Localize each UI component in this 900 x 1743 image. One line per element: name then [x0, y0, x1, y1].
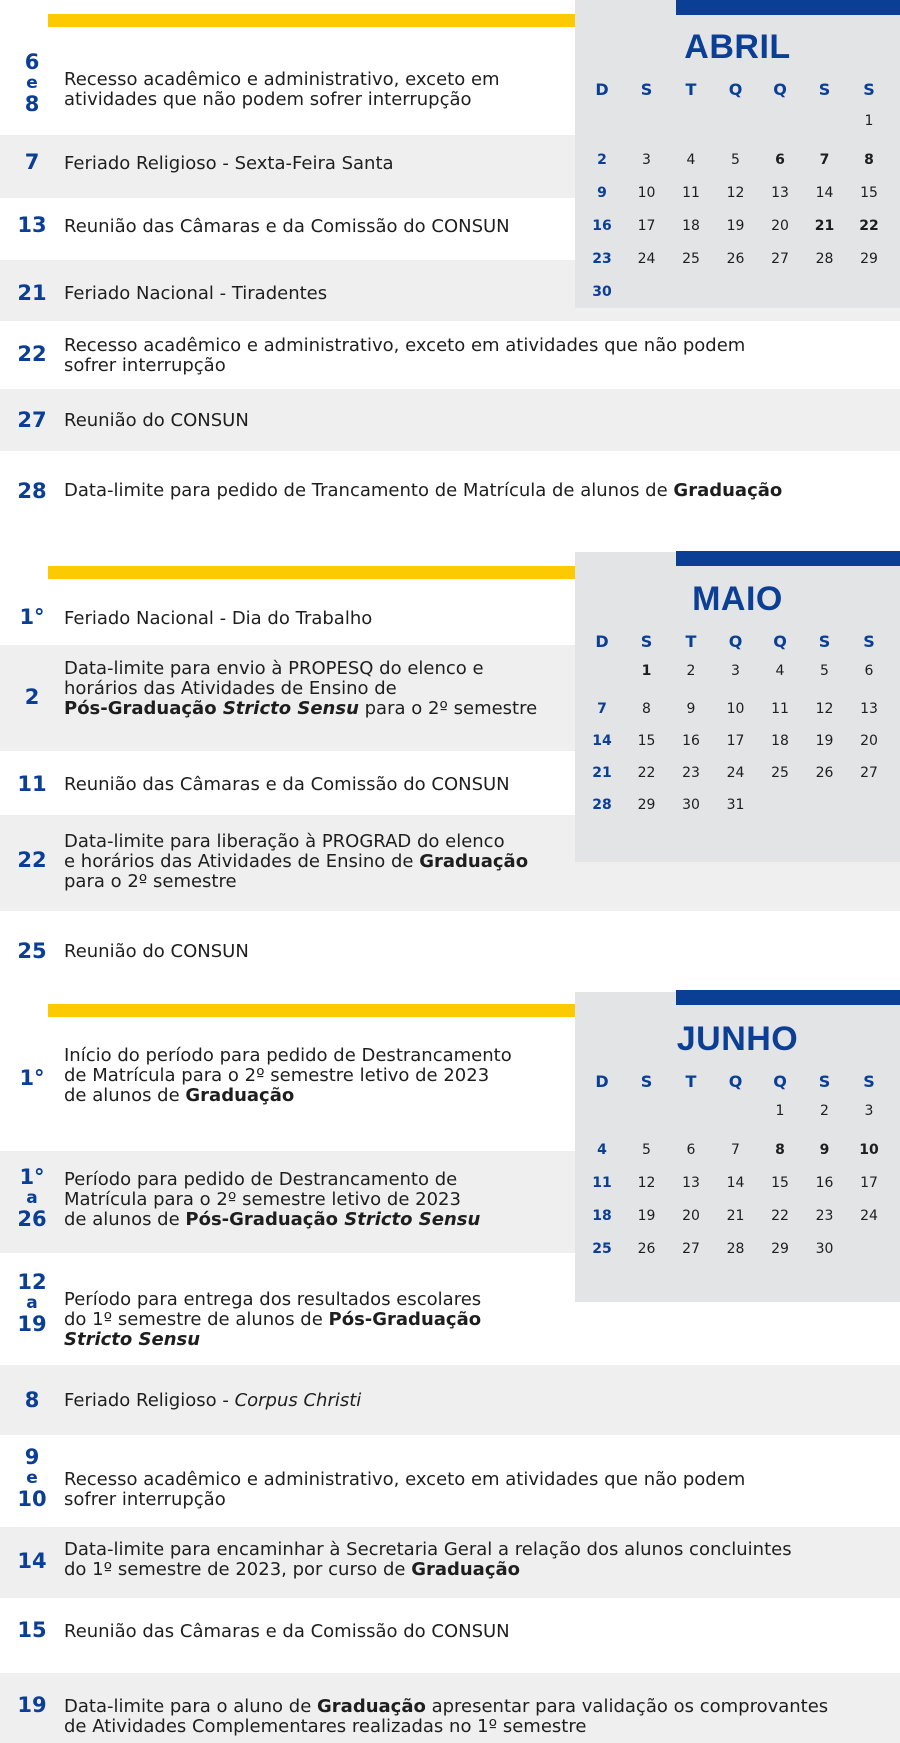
calendar-day: 2	[686, 663, 696, 679]
weekday-header: S	[863, 1072, 875, 1091]
event-description: Recesso acadêmico e administrativo, exceto em atividades que não podem sofrer interrupção	[64, 335, 746, 376]
event-description: Data-limite para pedido de Trancamento de Matrícula de alunos de Graduação	[64, 480, 783, 501]
calendar-day: 8	[864, 152, 874, 168]
event-date: 7	[24, 150, 40, 174]
event-date: 25	[17, 939, 47, 963]
calendar-day: 11	[771, 701, 789, 717]
calendar-day: 24	[726, 765, 745, 781]
weekday-header: S	[818, 632, 831, 651]
event-description: Reunião das Câmaras e da Comissão do CONSUN	[64, 216, 510, 237]
yellow-accent-bar	[48, 14, 620, 27]
calendar-day: 21	[726, 1208, 745, 1224]
calendar-day: 16	[815, 1175, 834, 1191]
calendar-day: 9	[597, 185, 607, 201]
weekday-header: S	[863, 80, 875, 99]
calendar-day: 29	[771, 1241, 789, 1257]
calendar-day: 25	[771, 765, 789, 781]
calendar-day: 20	[682, 1208, 700, 1224]
event-description: Período para pedido de Destrancamento de Matrícula para o 2º semestre letivo de 2023 de alunos de Pós-Graduação Stricto Sensu	[64, 1169, 481, 1230]
calendar-day: 30	[815, 1241, 834, 1257]
month-calendar	[575, 992, 900, 1302]
calendar-day: 13	[682, 1175, 700, 1191]
event-description: Recesso acadêmico e administrativo, exceto em atividades que não podem sofrer interrupção	[64, 1469, 746, 1510]
blue-accent-bar	[676, 0, 900, 15]
calendar-day: 19	[637, 1208, 656, 1224]
event-date: 22	[17, 848, 47, 872]
event-description: Reunião das Câmaras e da Comissão do CONSUN	[64, 1621, 510, 1642]
event-description: Data-limite para encaminhar à Secretaria Geral a relação dos alunos concluintes do 1º semestre de 2023, por curso de Graduação	[64, 1539, 792, 1580]
calendar-day: 19	[726, 218, 745, 234]
weekday-header: Q	[773, 80, 787, 99]
calendar-day: 26	[726, 251, 745, 267]
event-date: 13	[17, 213, 47, 237]
event-date: 11	[17, 772, 47, 796]
calendar-day: 4	[686, 152, 696, 168]
event-date: 9 e 10	[17, 1445, 47, 1511]
calendar-day: 15	[771, 1175, 789, 1191]
calendar-day: 28	[592, 797, 612, 813]
calendar-day: 1	[864, 113, 874, 129]
calendar-day: 27	[771, 251, 789, 267]
calendar-day: 28	[815, 251, 834, 267]
event-description: Data-limite para liberação à PROGRAD do elenco e horários das Atividades de Ensino de Graduação para o 2º semestre	[64, 831, 529, 892]
weekday-header: D	[595, 632, 609, 651]
calendar-day: 14	[726, 1175, 745, 1191]
month-calendar	[575, 552, 900, 862]
calendar-day: 9	[686, 701, 696, 717]
calendar-day: 17	[726, 733, 745, 749]
event-description: Feriado Religioso - Corpus Christi	[64, 1390, 362, 1411]
weekday-header: S	[640, 632, 653, 651]
calendar-day: 10	[637, 185, 656, 201]
calendar-day: 8	[775, 1142, 785, 1158]
weekday-header: T	[685, 632, 697, 651]
event-description: Data-limite para o aluno de Graduação apresentar para validação os comprovantes de Atividades Complementares realizadas no 1º semestre	[64, 1696, 829, 1737]
calendar-day: 18	[771, 733, 789, 749]
calendar-day: 20	[771, 218, 789, 234]
event-date: 8	[24, 1388, 40, 1412]
event-date: 6 e 8	[24, 50, 40, 116]
weekday-header: D	[595, 80, 609, 99]
calendar-day: 6	[686, 1142, 696, 1158]
calendar-day: 23	[815, 1208, 834, 1224]
calendar-day: 2	[820, 1103, 829, 1119]
calendar-day: 5	[642, 1142, 651, 1158]
calendar-day: 22	[637, 765, 656, 781]
calendar-day: 3	[642, 152, 651, 168]
calendar-day: 26	[637, 1241, 656, 1257]
calendar-day: 29	[637, 797, 656, 813]
event-description: Início do período para pedido de Destrancamento de Matrícula para o 2º semestre letivo de 2023 de alunos de Graduação	[64, 1045, 512, 1106]
event-date: 22	[17, 342, 47, 366]
yellow-accent-bar	[48, 566, 620, 579]
calendar-day: 31	[726, 797, 745, 813]
calendar-day: 9	[819, 1142, 830, 1158]
calendar-day: 23	[592, 251, 612, 267]
calendar-day: 7	[819, 152, 830, 168]
weekday-header: Q	[773, 632, 787, 651]
calendar-day: 5	[820, 663, 829, 679]
calendar-day: 25	[592, 1241, 612, 1257]
event-description: Período para entrega dos resultados escolares do 1º semestre de alunos de Pós-Graduação Stricto Sensu	[64, 1289, 482, 1350]
calendar-day: 11	[682, 185, 700, 201]
weekday-header: S	[863, 632, 875, 651]
weekday-header: Q	[728, 632, 743, 651]
calendar-day: 3	[864, 1103, 874, 1119]
calendar-day: 11	[592, 1175, 612, 1191]
weekday-header: T	[685, 80, 697, 99]
calendar-day: 25	[682, 251, 700, 267]
event-description: Reunião do CONSUN	[64, 941, 249, 962]
calendar-day: 14	[592, 733, 612, 749]
event-description: Feriado Nacional - Dia do Trabalho	[64, 608, 373, 629]
blue-accent-bar	[676, 990, 900, 1005]
event-date: 15	[17, 1618, 47, 1642]
calendar-day: 7	[731, 1142, 740, 1158]
calendar-day: 30	[682, 797, 700, 813]
calendar-day: 15	[860, 185, 878, 201]
event-date: 19	[17, 1693, 47, 1717]
calendar-day: 22	[859, 218, 879, 234]
event-date: 21	[17, 281, 47, 305]
event-date: 27	[17, 408, 47, 432]
calendar-day: 21	[814, 218, 835, 234]
calendar-day: 16	[682, 733, 700, 749]
calendar-day: 6	[775, 152, 785, 168]
calendar-day: 14	[815, 185, 834, 201]
calendar-day: 13	[860, 701, 878, 717]
calendar-day: 18	[592, 1208, 612, 1224]
event-date: 1° a 26	[17, 1165, 47, 1231]
month-title: JUNHO	[676, 1020, 799, 1058]
calendar-day: 3	[731, 663, 740, 679]
month-calendar	[575, 0, 900, 308]
weekday-header: Q	[728, 1072, 743, 1091]
calendar-day: 12	[637, 1175, 656, 1191]
calendar-day: 4	[597, 1142, 607, 1158]
event-description: Data-limite para envio à PROPESQ do elenco e horários das Atividades de Ensino de Pós-Graduação Stricto Sensu para o 2º semestre	[64, 658, 538, 719]
calendar-day: 22	[771, 1208, 789, 1224]
weekday-header: S	[818, 1072, 831, 1091]
calendar-day: 30	[592, 284, 612, 300]
event-description: Feriado Religioso - Sexta-Feira Santa	[64, 153, 394, 174]
yellow-accent-bar	[48, 1004, 620, 1017]
calendar-day: 8	[642, 701, 651, 717]
calendar-day: 27	[682, 1241, 700, 1257]
calendar-day: 5	[731, 152, 740, 168]
weekday-header: S	[818, 80, 831, 99]
calendar-day: 10	[859, 1142, 879, 1158]
calendar-day: 26	[815, 765, 834, 781]
weekday-header: T	[685, 1072, 697, 1091]
weekday-header: S	[640, 1072, 653, 1091]
calendar-day: 1	[641, 663, 652, 679]
calendar-day: 18	[682, 218, 700, 234]
calendar-day: 20	[860, 733, 878, 749]
calendar-day: 16	[592, 218, 612, 234]
calendar-day: 17	[637, 218, 656, 234]
calendar-day: 1	[775, 1103, 785, 1119]
calendar-day: 2	[597, 152, 607, 168]
weekday-header: Q	[773, 1072, 787, 1091]
calendar-day: 12	[815, 701, 834, 717]
calendar-day: 19	[815, 733, 834, 749]
calendar-day: 21	[592, 765, 612, 781]
calendar-day: 13	[771, 185, 789, 201]
event-date: 28	[17, 479, 47, 503]
event-date: 1°	[19, 605, 45, 629]
calendar-day: 12	[726, 185, 745, 201]
calendar-day: 23	[682, 765, 700, 781]
event-date: 12 a 19	[17, 1270, 47, 1336]
calendar-day: 15	[637, 733, 656, 749]
month-title: MAIO	[692, 580, 783, 618]
calendar-day: 10	[726, 701, 745, 717]
event-date: 2	[24, 685, 40, 709]
calendar-day: 4	[775, 663, 785, 679]
weekday-header: D	[595, 1072, 609, 1091]
calendar-day: 27	[860, 765, 878, 781]
blue-accent-bar	[676, 551, 900, 566]
calendar-day: 6	[864, 663, 874, 679]
event-description: Feriado Nacional - Tiradentes	[64, 283, 328, 304]
calendar-day: 29	[860, 251, 878, 267]
calendar-day: 28	[726, 1241, 745, 1257]
calendar-day: 24	[637, 251, 656, 267]
event-description: Reunião das Câmaras e da Comissão do CONSUN	[64, 774, 510, 795]
weekday-header: Q	[728, 80, 743, 99]
calendar-day: 24	[860, 1208, 878, 1224]
event-description: Reunião do CONSUN	[64, 410, 249, 431]
weekday-header: S	[640, 80, 653, 99]
calendar-day: 7	[597, 701, 607, 717]
event-date: 14	[17, 1549, 47, 1573]
event-description: Recesso acadêmico e administrativo, exceto em atividades que não podem sofrer interrupção	[64, 69, 500, 110]
calendar-day: 17	[860, 1175, 878, 1191]
month-title: ABRIL	[684, 28, 791, 66]
event-date: 1°	[19, 1066, 45, 1090]
